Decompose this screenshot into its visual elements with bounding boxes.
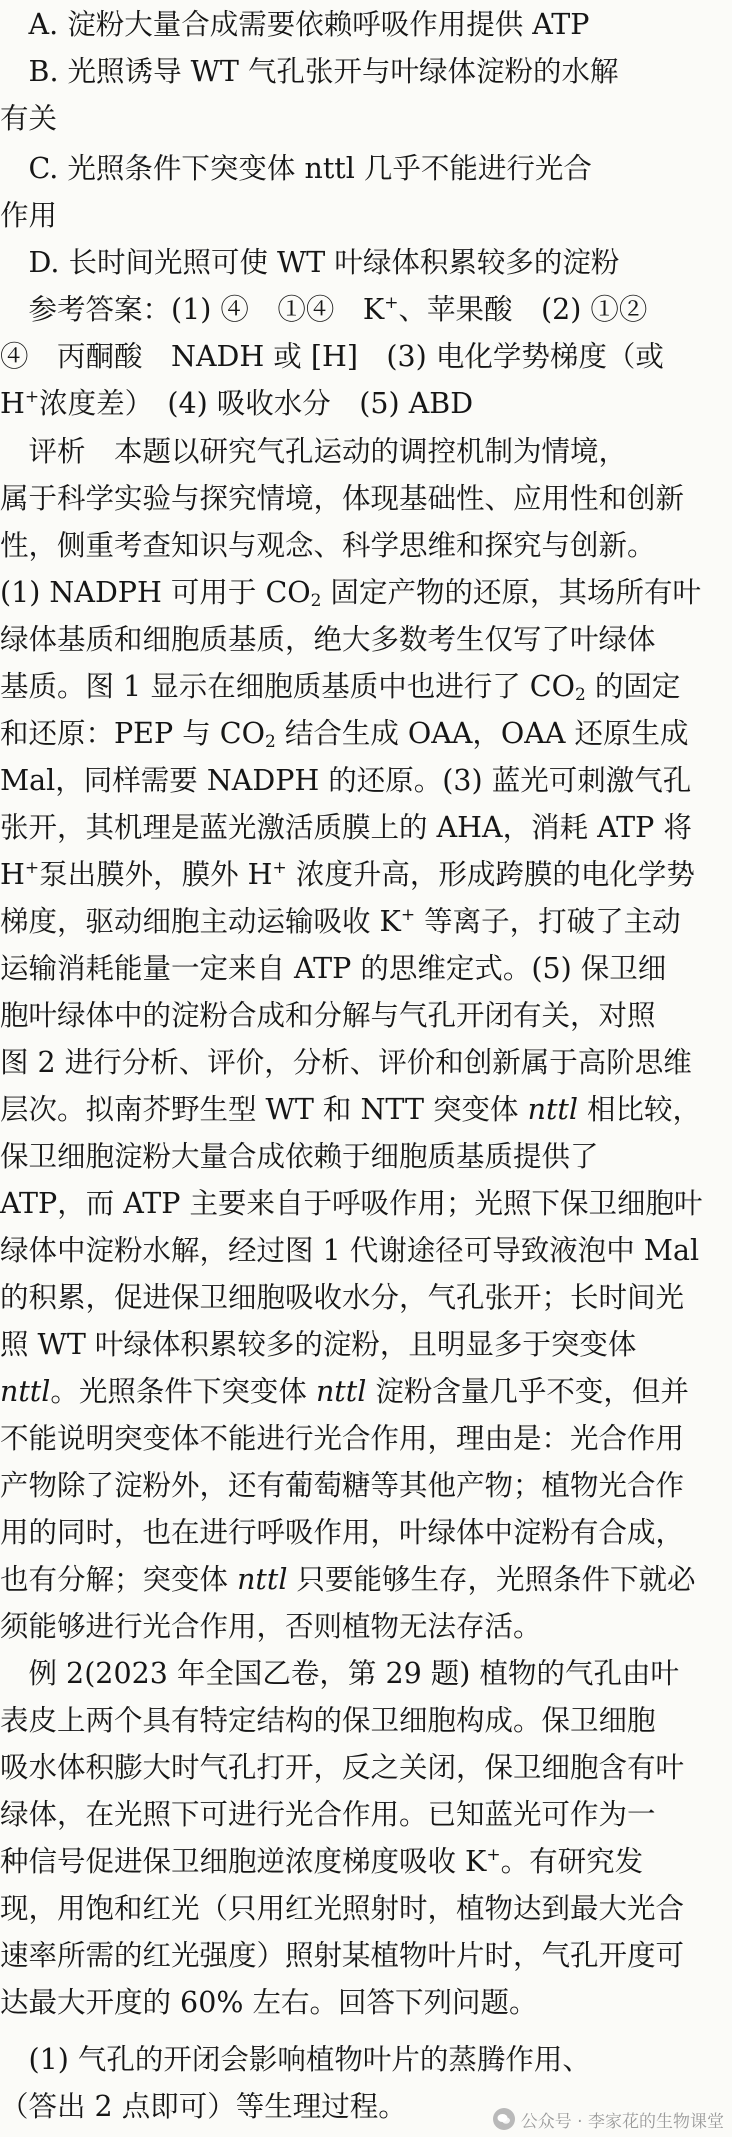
text-line xyxy=(0,1746,732,1790)
gene-name-italic: nttl xyxy=(237,1563,288,1596)
text-run: 表皮上两个具有特定结构的保卫细胞构成。保卫细胞 xyxy=(0,1704,656,1737)
text-line xyxy=(0,524,732,568)
text-run: D. 长时间光照可使 WT 叶绿体积累较多的淀粉 xyxy=(0,246,620,279)
text-run: 相比较， xyxy=(577,1093,702,1126)
text-line xyxy=(0,665,732,709)
text-run: 作用 xyxy=(0,199,58,232)
text-run: 浓度差） (4) 吸收水分 (5) ABD xyxy=(39,387,474,420)
text-line xyxy=(0,1323,732,1367)
text-run: 种信号促进保卫细胞逆浓度梯度吸收 K xyxy=(0,1845,487,1878)
text-run: 。光照条件下突变体 xyxy=(50,1375,316,1408)
text-run: 达最大开度的 60% 左右。回答下列问题。 xyxy=(0,1986,538,2019)
text-line xyxy=(0,1276,732,1320)
text-line xyxy=(0,1699,732,1743)
wechat-icon xyxy=(493,2108,515,2130)
text-line-option-a xyxy=(0,3,732,47)
text-run: 评析 本题以研究气孔运动的调控机制为情境， xyxy=(0,435,628,468)
text-run: 现，用饱和红光（只用红光照射时，植物达到最大光合 xyxy=(0,1892,685,1925)
text-line xyxy=(0,1605,732,1649)
gene-name-italic: nttl xyxy=(0,1375,51,1408)
text-line xyxy=(0,1088,732,1132)
gene-name-italic: nttl xyxy=(315,1375,367,1408)
subscript: 2 xyxy=(264,732,276,752)
text-run: 绿体基质和细胞质基质，绝大多数考生仅写了叶绿体 xyxy=(0,623,656,656)
text-run: 泵出膜外，膜外 H xyxy=(39,858,273,891)
text-run: 层次。拟南芥野生型 WT 和 NTT 突变体 xyxy=(0,1093,528,1126)
text-run: 淀粉含量几乎不变，但并 xyxy=(366,1375,689,1408)
superscript: + xyxy=(486,1845,501,1865)
text-run: B. 光照诱导 WT 气孔张开与叶绿体淀粉的水解 xyxy=(0,55,619,88)
text-run: Mal，同样需要 NADPH 的还原。(3) 蓝光可刺激气孔 xyxy=(0,764,692,797)
text-run: 性，侧重考查知识与观念、科学思维和探究与创新。 xyxy=(0,529,656,562)
text-run: 固定产物的还原，其场所有叶 xyxy=(321,576,702,609)
text-run: 须能够进行光合作用，否则植物无法存活。 xyxy=(0,1610,542,1643)
text-line-question-1 xyxy=(0,2038,732,2082)
subscript: 2 xyxy=(310,591,322,611)
text-line-example-2 xyxy=(0,1652,732,1696)
text-line xyxy=(0,194,732,238)
text-line xyxy=(0,571,732,615)
text-run: (1) NADPH 可用于 CO xyxy=(0,576,311,609)
text-line-answer xyxy=(0,288,732,332)
text-line xyxy=(0,1558,732,1602)
text-run: 和还原：PEP 与 CO xyxy=(0,717,265,750)
watermark xyxy=(493,2104,724,2134)
text-line xyxy=(0,1511,732,1555)
text-run: 例 2(2023 年全国乙卷，第 29 题) 植物的气孔由叶 xyxy=(0,1657,679,1690)
text-run: 吸水体积膨大时气孔打开，反之关闭，保卫细胞含有叶 xyxy=(0,1751,685,1784)
text-line xyxy=(0,947,732,991)
text-run: H xyxy=(0,858,25,891)
text-run: 属于科学实验与探究情境，体现基础性、应用性和创新 xyxy=(0,482,685,515)
text-run: 张开，其机理是蓝光激活质膜上的 AHA，消耗 ATP 将 xyxy=(0,811,692,844)
text-line-option-c xyxy=(0,147,732,191)
text-run: 的固定 xyxy=(585,670,681,703)
text-line xyxy=(0,994,732,1038)
text-run: 只要能够生存，光照条件下就必 xyxy=(287,1563,696,1596)
superscript: + xyxy=(272,858,287,878)
text-line xyxy=(0,1840,732,1884)
text-run: 用的同时，也在进行呼吸作用，叶绿体中淀粉有合成， xyxy=(0,1516,685,1549)
text-run: A. 淀粉大量合成需要依赖呼吸作用提供 ATP xyxy=(0,8,590,41)
text-line-option-b xyxy=(0,50,732,94)
text-run: 参考答案：(1) ④ ①④ K xyxy=(0,293,385,326)
text-run: 照 WT 叶绿体积累较多的淀粉，且明显多于突变体 xyxy=(0,1328,637,1361)
text-run: 结合生成 OAA，OAA 还原生成 xyxy=(275,717,689,750)
text-run: 速率所需的红光强度）照射某植物叶片时，气孔开度可 xyxy=(0,1939,685,1972)
text-run: 。有研究发 xyxy=(500,1845,644,1878)
text-run: 、苹果酸 (2) ①② xyxy=(398,293,648,326)
subscript: 2 xyxy=(574,685,586,705)
text-run: 梯度，驱动细胞主动运输吸收 K xyxy=(0,905,401,938)
superscript: + xyxy=(400,905,416,925)
text-line-option-d xyxy=(0,241,732,285)
text-line xyxy=(0,1464,732,1508)
text-run: C. 光照条件下突变体 nttl 几乎不能进行光合 xyxy=(0,152,592,185)
text-line xyxy=(0,1934,732,1978)
text-run: 运输消耗能量一定来自 ATP 的思维定式。(5) 保卫细 xyxy=(0,952,667,985)
text-run: 也有分解；突变体 xyxy=(0,1563,238,1596)
text-line xyxy=(0,712,732,756)
text-line xyxy=(0,1793,732,1837)
text-run: 有关 xyxy=(0,102,58,135)
text-line xyxy=(0,97,732,141)
text-run: 绿体，在光照下可进行光合作用。已知蓝光可作为一 xyxy=(0,1798,656,1831)
text-run: 的积累，促进保卫细胞吸收水分，气孔张开；长时间光 xyxy=(0,1281,685,1314)
text-line xyxy=(0,1135,732,1179)
text-run: 胞叶绿体中的淀粉合成和分解与气孔开闭有关，对照 xyxy=(0,999,656,1032)
text-run: ④ 丙酮酸 NADH 或 [H] (3) 电化学势梯度（或 xyxy=(0,340,664,373)
text-line xyxy=(0,759,732,803)
text-run: 基质。图 1 显示在细胞质基质中也进行了 CO xyxy=(0,670,575,703)
text-run: 等离子，打破了主动 xyxy=(415,905,681,938)
gene-name-italic: nttl xyxy=(527,1093,578,1126)
text-line xyxy=(0,618,732,662)
superscript: + xyxy=(24,858,40,878)
text-line xyxy=(0,477,732,521)
superscript: + xyxy=(24,387,40,407)
text-line-analysis xyxy=(0,430,732,474)
text-line xyxy=(0,1417,732,1461)
text-run: (1) 气孔的开闭会影响植物叶片的蒸腾作用、 xyxy=(0,2043,591,2076)
text-run: 浓度升高，形成跨膜的电化学势 xyxy=(286,858,695,891)
text-line xyxy=(0,853,732,897)
text-line xyxy=(0,1182,732,1226)
text-line xyxy=(0,1981,732,2025)
text-run: （答出 2 点即可）等生理过程。 xyxy=(0,2090,407,2123)
text-run: ATP，而 ATP 主要来自于呼吸作用；光照下保卫细胞叶 xyxy=(0,1187,703,1220)
text-line xyxy=(0,1887,732,1931)
text-run: 图 2 进行分析、评价，分析、评价和创新属于高阶思维 xyxy=(0,1046,692,1079)
text-run: 绿体中淀粉水解，经过图 1 代谢途径可导致液泡中 Mal xyxy=(0,1234,700,1267)
text-line xyxy=(0,900,732,944)
text-line xyxy=(0,806,732,850)
text-line xyxy=(0,1229,732,1273)
text-line xyxy=(0,382,732,426)
text-run: 保卫细胞淀粉大量合成依赖于细胞质基质提供了 xyxy=(0,1140,599,1173)
text-line xyxy=(0,335,732,379)
text-run: 产物除了淀粉外，还有葡萄糖等其他产物；植物光合作 xyxy=(0,1469,685,1502)
text-line xyxy=(0,1370,732,1414)
watermark-text: 公众号 · 李家花的生物课堂 xyxy=(520,2111,724,2132)
text-run: 不能说明突变体不能进行光合作用，理由是：光合作用 xyxy=(0,1422,685,1455)
superscript: + xyxy=(384,293,399,313)
text-run: H xyxy=(0,387,25,420)
text-line xyxy=(0,1041,732,1085)
